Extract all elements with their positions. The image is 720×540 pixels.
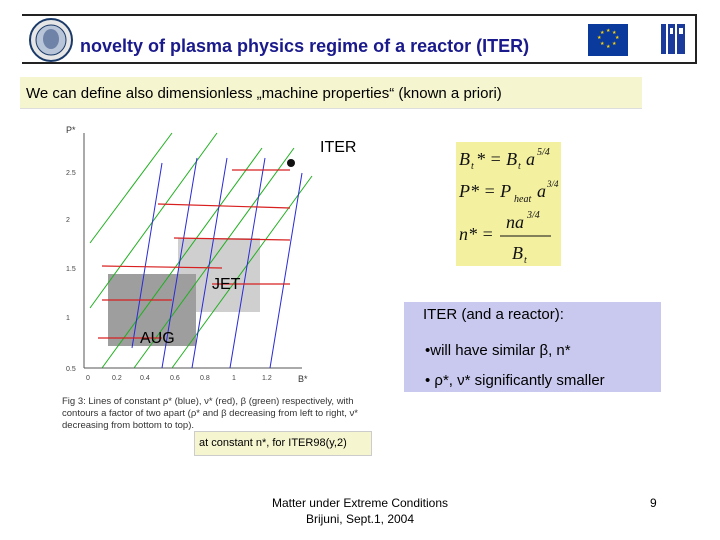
formula-box [456,142,561,266]
footer-line-2: Brijuni, Sept.1, 2004 [305,512,415,526]
x-tick: 1.2 [262,375,272,382]
reactor-bullet-1: •will have similar β, n* [425,342,571,359]
y-tick: 1.5 [66,266,76,273]
max-planck-logo-icon [28,17,74,63]
iter-point [287,159,295,167]
svg-text:B: B [512,243,523,263]
figure-caption: Fig 3: Lines of constant ρ* (blue), ν* (red), β (green) respectively, with contours a factor of two apart (ρ* and β decreasing from left to right, ν* decreasing from bottom to top). [62,396,359,431]
svg-text:★: ★ [606,44,611,50]
svg-text:t: t [518,161,521,172]
x-tick: 0.6 [170,375,180,382]
formula-equations [456,142,561,266]
constant-note: at constant n*, for ITER98(y,2) [199,437,347,449]
svg-text:t: t [471,161,474,172]
iter-label: ITER [320,139,357,156]
svg-text:na: na [506,212,524,232]
svg-text:n* =: n* = [459,224,494,244]
jet-label: JET [212,276,241,293]
ipp-logo-icon [659,22,687,56]
svg-text:★: ★ [612,41,617,47]
svg-text:heat: heat [514,194,532,205]
svg-text:t: t [524,255,527,266]
page-title: novelty of plasma physics regime of a reactor (ITER) [80,36,530,56]
svg-text:★: ★ [600,41,605,47]
footer-line-1: Matter under Extreme Conditions [271,496,449,510]
plot-x-label: B* [298,374,308,384]
svg-text:a: a [537,181,546,201]
x-tick: 0.2 [112,375,122,382]
svg-text:★: ★ [612,30,617,36]
svg-text:★: ★ [600,30,605,36]
svg-text:* = B: * = B [476,149,518,169]
svg-text:★: ★ [615,35,620,41]
x-tick: 1 [232,375,236,382]
subtitle-text: We can define also dimensionless „machine properties“ (known a priori) [26,85,502,102]
page-number: 9 [650,496,657,510]
y-tick: 0.5 [66,366,76,373]
y-tick: 1 [66,315,70,322]
svg-text:★: ★ [597,35,602,41]
svg-text:3/4: 3/4 [547,179,559,189]
svg-text:P* = P: P* = P [459,181,512,201]
y-tick: 2.5 [66,170,76,177]
svg-text:3/4: 3/4 [527,210,540,221]
svg-text:a: a [526,149,535,169]
aug-label: AUG [140,330,175,347]
y-tick: 2 [66,217,70,224]
x-tick: 0 [86,375,90,382]
x-tick: 0.4 [140,375,150,382]
x-tick: 0.8 [200,375,210,382]
reactor-title: ITER (and a reactor): [423,306,564,323]
plot-y-label: P* [66,125,76,135]
parameter-plot [62,118,320,418]
reactor-bullet-2: • ρ*, ν* significantly smaller [425,372,605,389]
svg-text:5/4: 5/4 [537,147,550,158]
svg-text:B: B [459,149,470,169]
eu-flag-icon [588,24,628,56]
svg-text:★: ★ [606,28,611,34]
